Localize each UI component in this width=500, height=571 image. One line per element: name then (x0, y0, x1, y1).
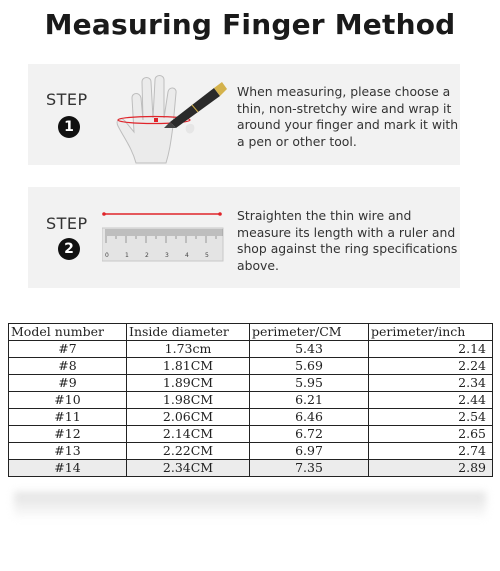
table-cell: 2.74 (369, 443, 493, 460)
table-row (9, 443, 493, 460)
table-cell: 2.14CM (127, 426, 250, 443)
table-cell: 7.35 (250, 460, 369, 477)
table-cell: 2.24 (369, 358, 493, 375)
table-cell: 5.69 (250, 358, 369, 375)
ruler-mark-1: 1 (125, 252, 129, 259)
header-perimeter-inch: perimeter/inch (369, 324, 493, 341)
table-cell: 2.06CM (127, 409, 250, 426)
table-cell: 2.65 (369, 426, 493, 443)
wire-line-icon (102, 212, 222, 216)
step-1-panel (28, 64, 460, 165)
ruler-measuring-illustration (102, 209, 226, 265)
table-row (9, 358, 493, 375)
table-cell: 6.46 (250, 409, 369, 426)
table-cell: 2.22CM (127, 443, 250, 460)
ruler-mark-4: 4 (185, 252, 189, 259)
header-model-number: Model number (9, 324, 127, 341)
table-cell: 6.72 (250, 426, 369, 443)
table-header-row (9, 324, 493, 341)
table-cell: #7 (9, 341, 127, 358)
ruler-mark-3: 3 (165, 252, 169, 259)
step-2-instructions: Straighten the thin wire and measure its length with a ruler and shop against the ring specifications above. (237, 208, 458, 273)
table-cell: #8 (9, 358, 127, 375)
table-row (9, 341, 493, 358)
table-row (9, 460, 493, 477)
step-1-number-badge: 1 (58, 116, 80, 138)
table-cell: 2.34CM (127, 460, 250, 477)
table-cell: 1.81CM (127, 358, 250, 375)
table-cell: 1.98CM (127, 392, 250, 409)
table-cell: #14 (9, 460, 127, 477)
table-row (9, 426, 493, 443)
table-cell: 5.95 (250, 375, 369, 392)
table-cell: 6.97 (250, 443, 369, 460)
table-cell: 2.14 (369, 341, 493, 358)
table-row (9, 409, 493, 426)
ruler-mark-2: 2 (145, 252, 149, 259)
table-cell: 1.73cm (127, 341, 250, 358)
step-1-instructions: When measuring, please choose a thin, non-stretchy wire and wrap it around your finger and mark it with a pen or other tool. (237, 84, 459, 149)
table-cell: #11 (9, 409, 127, 426)
header-inside-diameter: Inside diameter (127, 324, 250, 341)
ruler-mark-5: 5 (205, 252, 209, 259)
hand-measuring-illustration (114, 68, 232, 164)
table-shadow (14, 492, 486, 520)
step-2-label: STEP (46, 214, 88, 233)
table-cell: 1.89CM (127, 375, 250, 392)
step-1-label: STEP (46, 90, 88, 109)
table-cell: #12 (9, 426, 127, 443)
ring-size-table (8, 323, 493, 477)
table-cell: 2.34 (369, 375, 493, 392)
step-2-number-badge: 2 (58, 238, 80, 260)
table-cell: #9 (9, 375, 127, 392)
table-cell: 2.54 (369, 409, 493, 426)
table-cell: #10 (9, 392, 127, 409)
hand-icon (117, 76, 176, 164)
step-2-panel (28, 187, 460, 288)
table-cell: 2.44 (369, 392, 493, 409)
table-cell: 5.43 (250, 341, 369, 358)
ruler-mark-0: 0 (105, 252, 109, 259)
table-row (9, 392, 493, 409)
table-cell: #13 (9, 443, 127, 460)
table-cell: 2.89 (369, 460, 493, 477)
header-perimeter-cm: perimeter/CM (250, 324, 369, 341)
page-title: Measuring Finger Method (44, 8, 456, 41)
table-cell: 6.21 (250, 392, 369, 409)
table-row (9, 375, 493, 392)
